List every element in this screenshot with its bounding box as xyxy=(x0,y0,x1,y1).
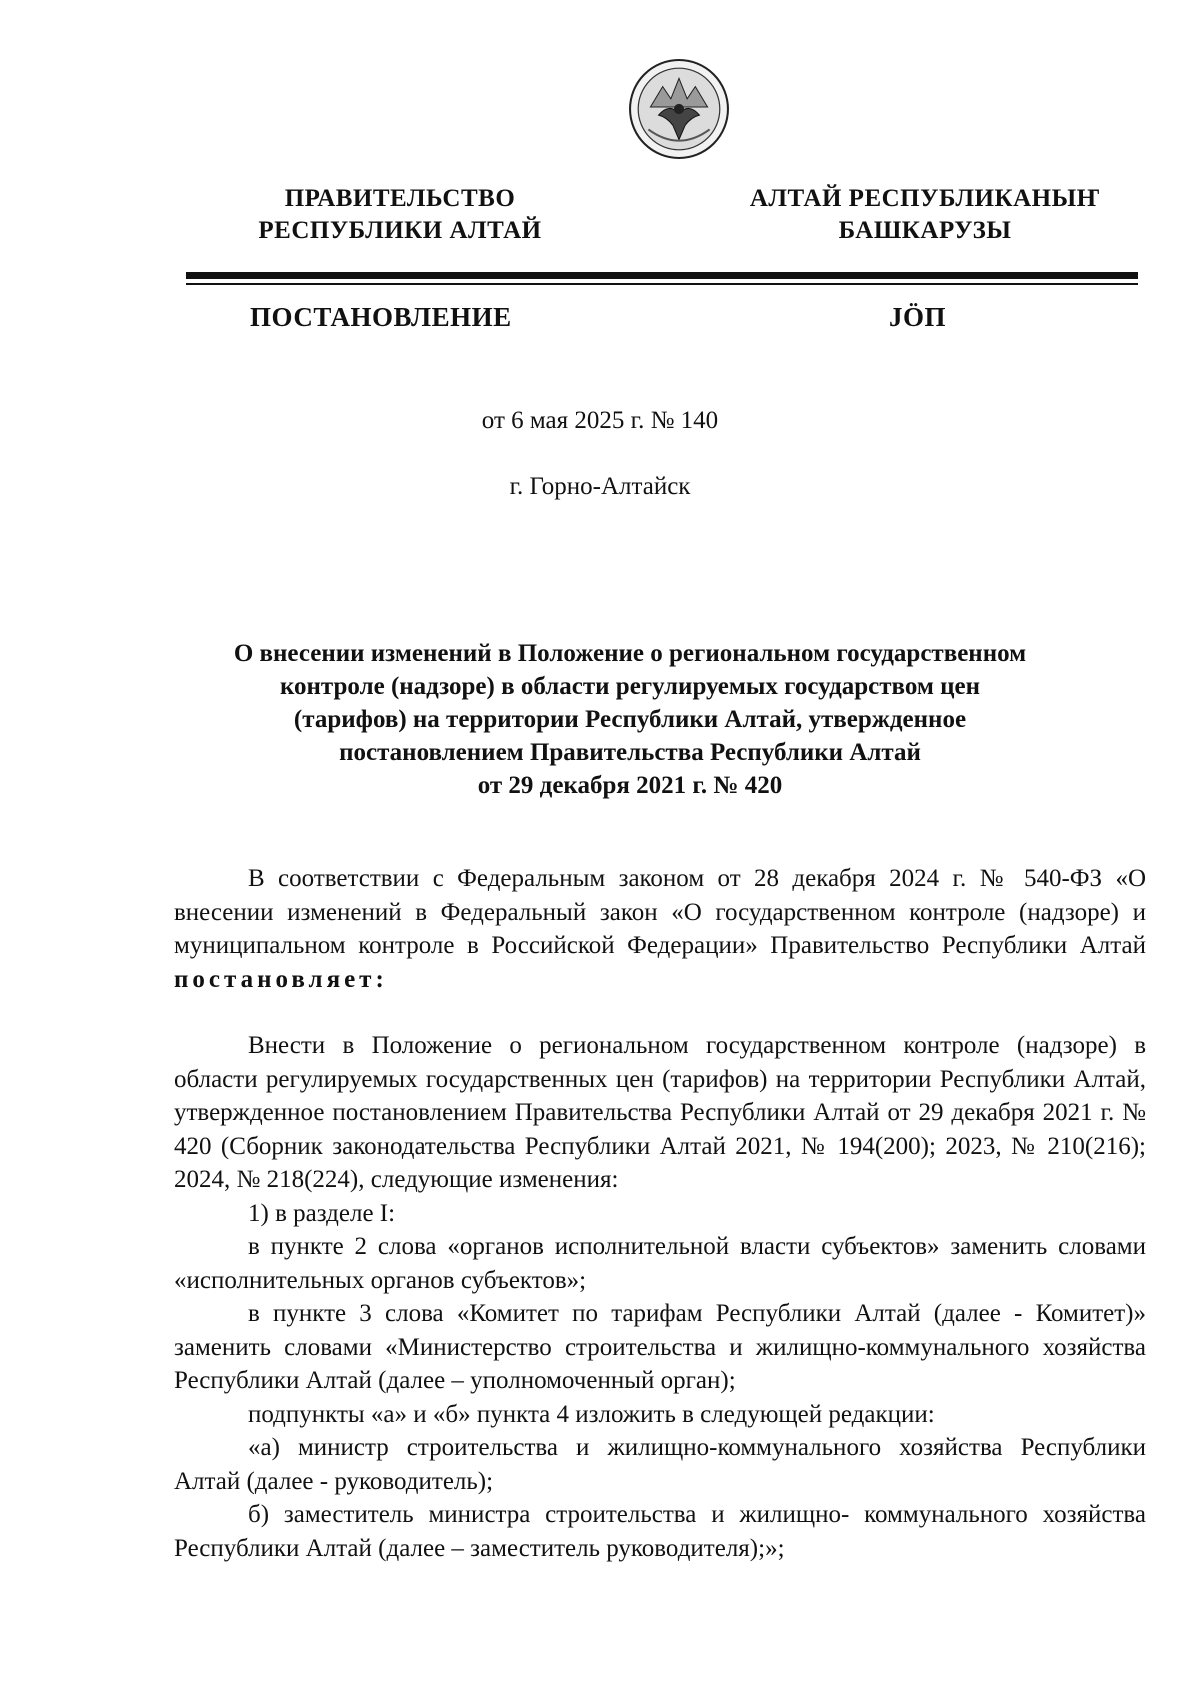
preamble-emphasis: постановляет: xyxy=(174,965,388,993)
header-divider-thick xyxy=(186,272,1138,279)
date-number: от 6 мая 2025 г. № 140 xyxy=(481,407,719,434)
title-line: постановлением Правительства Республики Алтай xyxy=(339,739,921,766)
doc-type-alt: JӦП xyxy=(889,302,947,332)
header-government-alt xyxy=(725,183,1125,247)
header-divider-thin xyxy=(186,283,1138,285)
document-title xyxy=(172,637,1088,802)
header-left-line2: РЕСПУБЛИКИ АЛТАЙ xyxy=(258,217,542,244)
body-paragraph: Внести в Положение о региональном государственном контроле (надзоре) в области регулируемых государственных цен (тарифов) на территории Республики Алтай, утвержденное постановлением Правительства Республики Алтай от 29 декабря 2021 г. № 420 (Сборник законодательства Республики Алтай 2021, № 194(200); 2023, № 210(216); 2024, № 218(224), следующие изменения: xyxy=(174,1032,1146,1193)
title-line: контроле (надзоре) в области регулируемых государством цен xyxy=(279,673,981,700)
body-paragraph: подпункты «а» и «б» пункта 4 изложить в следующей редакции: xyxy=(248,1400,935,1428)
body-paragraph: «а) министр строительства и жилищно-коммунального хозяйства Республики Алтай (далее - руководитель); xyxy=(174,1434,1146,1495)
body-paragraph: б) заместитель министра строительства и жилищно- коммунального хозяйства Республики Алтай (далее – заместитель руководителя);»; xyxy=(174,1501,1146,1562)
body-paragraph: в пункте 2 слова «органов исполнительной власти субъектов» заменить словами «исполнительных органов субъектов»; xyxy=(174,1233,1146,1294)
header-government-ru xyxy=(220,183,580,247)
doc-type-ru: ПОСТАНОВЛЕНИЕ xyxy=(250,302,512,332)
city: г. Горно-Алтайск xyxy=(509,473,691,500)
preamble-paragraph xyxy=(174,862,1146,996)
body-paragraph: 1) в разделе I: xyxy=(248,1199,396,1227)
preamble-text: В соответствии с Федеральным законом от 28 декабря 2024 г. № 540-ФЗ «О внесении изменений в Федеральный закон «О государственном контроле (надзоре) и муниципальном контроле в Российской Федерации» Правительство Республики Алтай xyxy=(174,865,1146,959)
header-right-line1: АЛТАЙ РЕСПУБЛИКАНЫҤ xyxy=(749,185,1101,212)
title-line: от 29 декабря 2021 г. № 420 xyxy=(477,772,783,799)
coat-of-arms-emblem xyxy=(628,58,730,160)
document-body xyxy=(174,862,1146,1565)
body-paragraph: в пункте 3 слова «Комитет по тарифам Республики Алтай (далее - Комитет)» заменить словами «Министерство строительства и жилищно-коммунального хозяйства Республики Алтай (далее – уполномоченный орган); xyxy=(174,1300,1146,1394)
title-line: (тарифов) на территории Республики Алтай, утвержденное xyxy=(293,706,967,733)
title-line: О внесении изменений в Положение о региональном государственном xyxy=(233,640,1027,667)
header-left-line1: ПРАВИТЕЛЬСТВО xyxy=(284,185,516,212)
header-right-line2: БАШКАРУЗЫ xyxy=(838,217,1012,244)
